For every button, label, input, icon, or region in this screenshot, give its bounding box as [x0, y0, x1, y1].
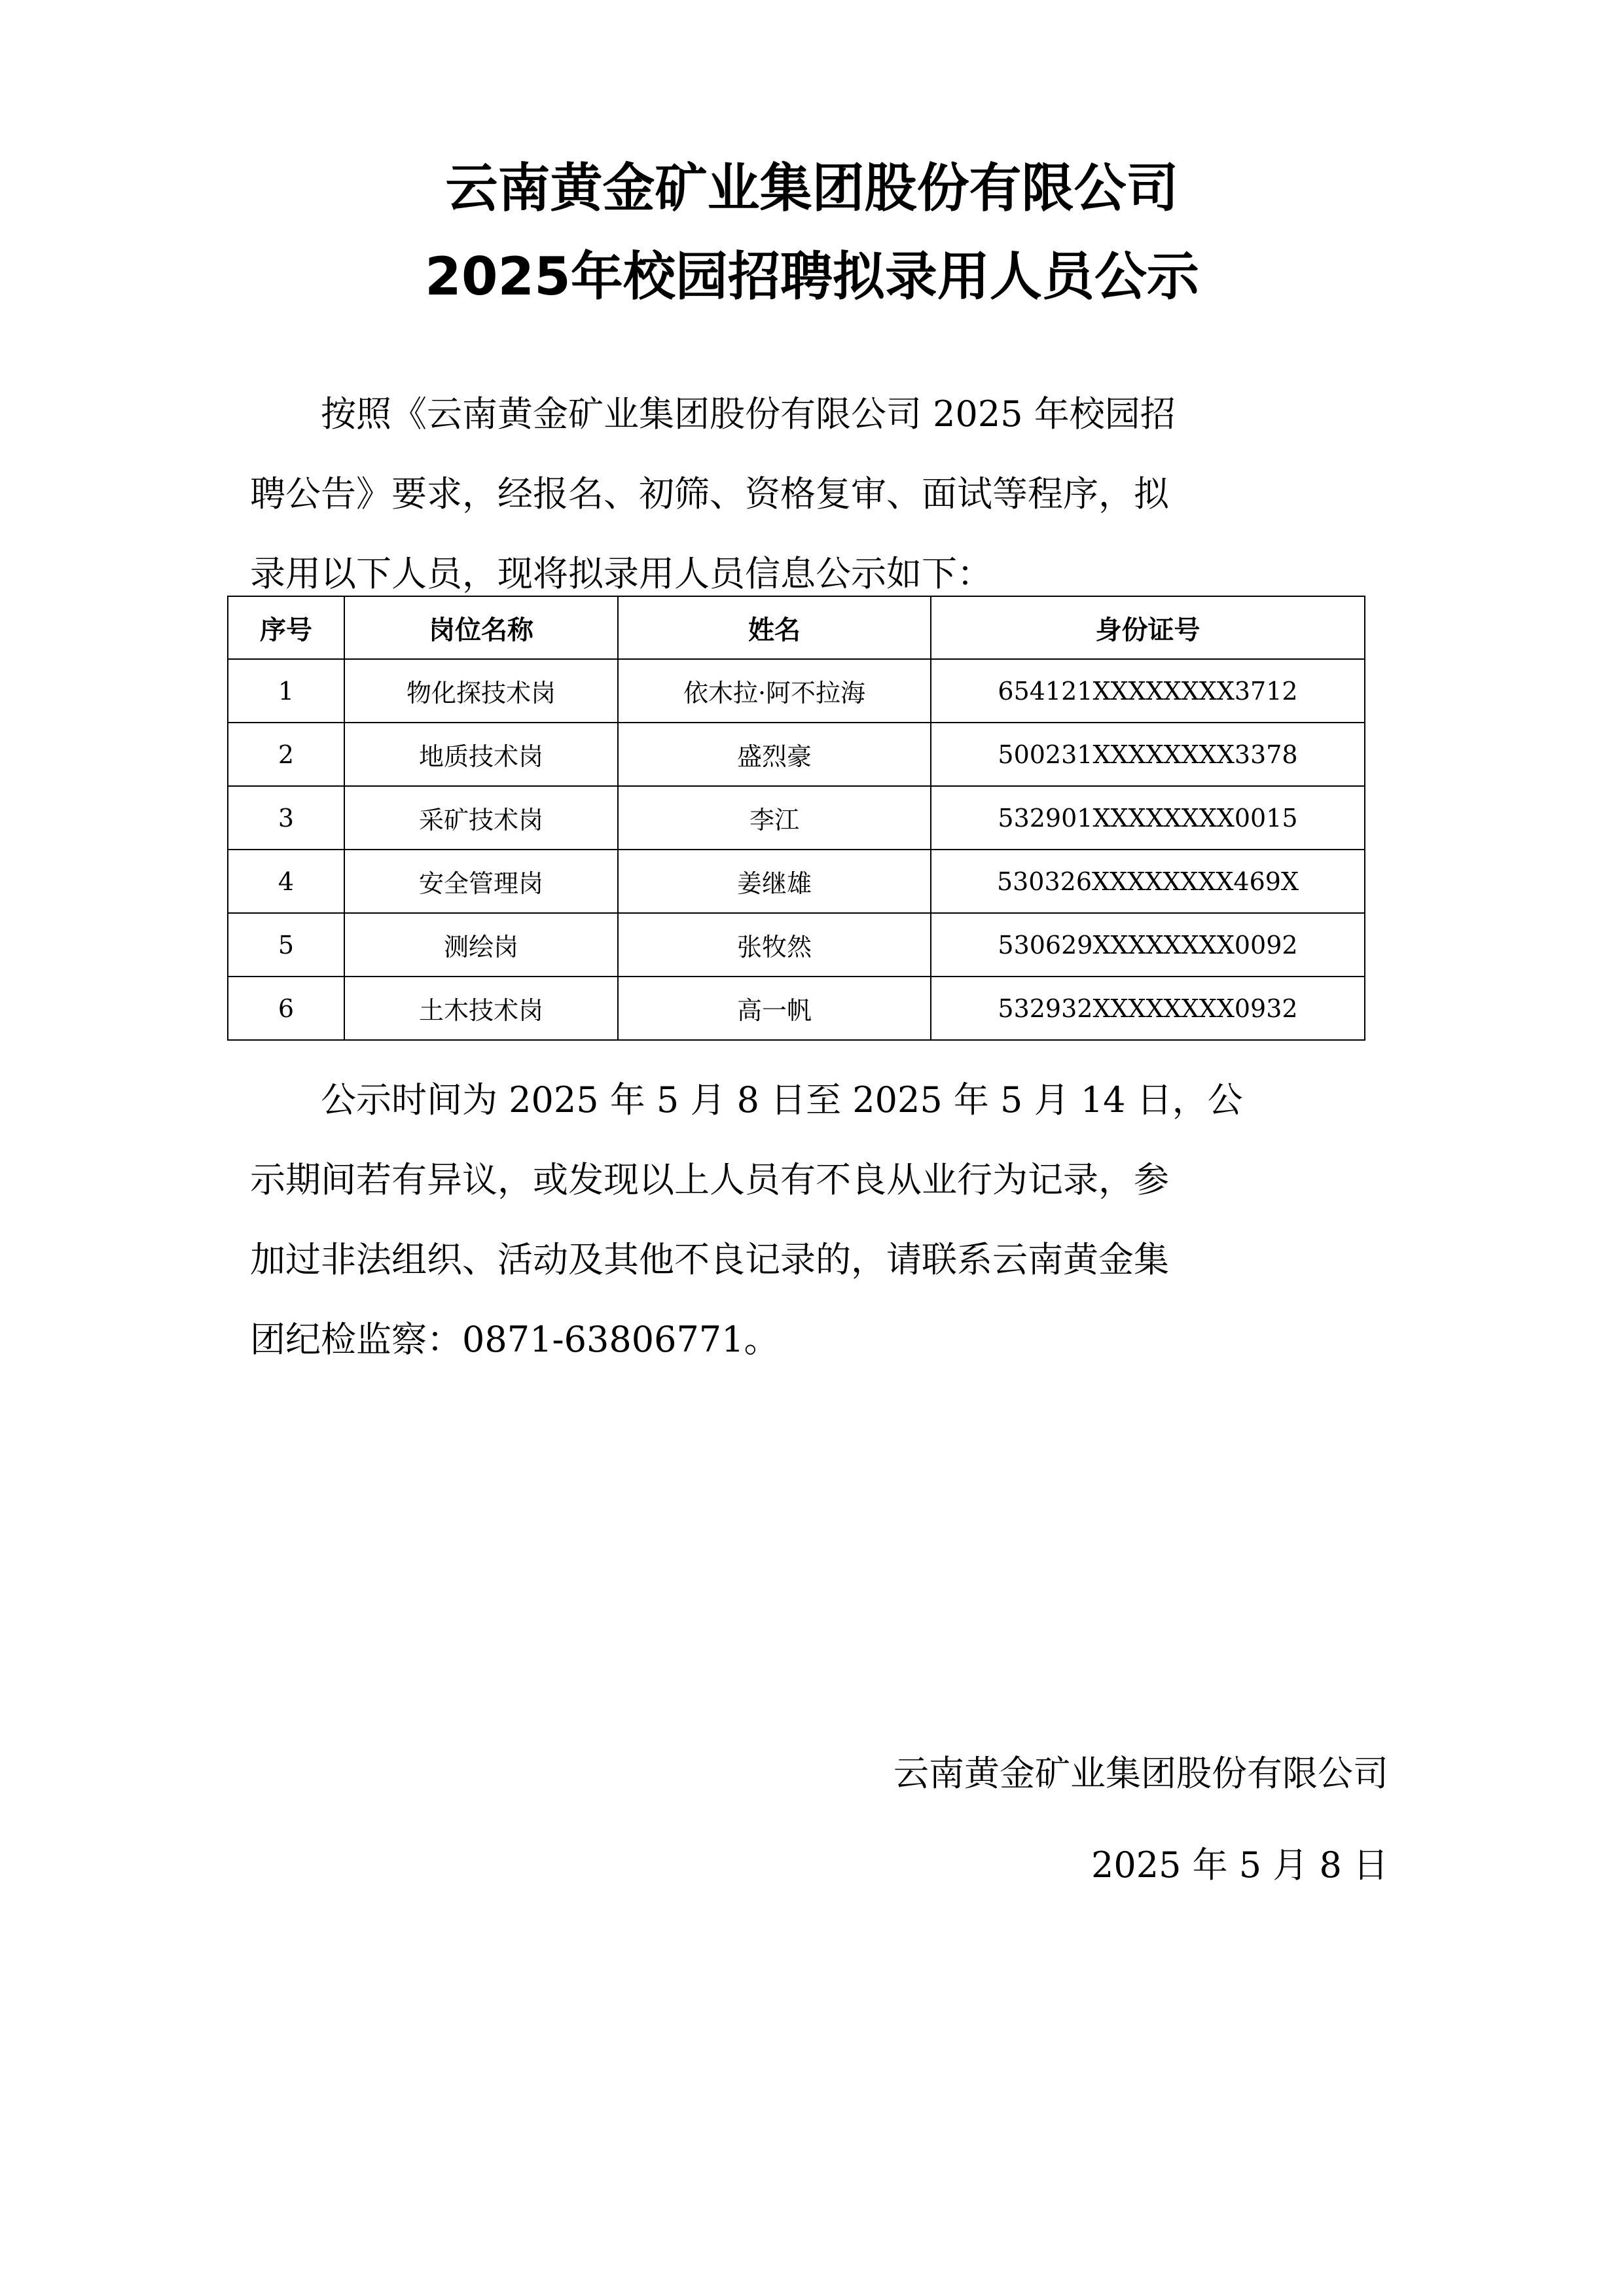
intro-line: 聘公告》要求，经报名、初筛、资格复审、面试等程序，拟 — [250, 473, 1169, 514]
cell-serial-number: 4 — [228, 850, 344, 913]
header-name: 姓名 — [618, 596, 931, 659]
cell-position: 安全管理岗 — [344, 850, 618, 913]
cell-position: 物化探技术岗 — [344, 659, 618, 723]
table-row — [228, 913, 1365, 977]
cell-name: 张牧然 — [618, 913, 931, 977]
cell-id-number: 530629XXXXXXXX0092 — [931, 913, 1365, 977]
cell-id-number: 500231XXXXXXXX3378 — [931, 723, 1365, 786]
table-row — [228, 723, 1365, 786]
table-row — [228, 659, 1365, 723]
intro-line: 录用以下人员，现将拟录用人员信息公示如下： — [250, 553, 992, 594]
table-row — [228, 786, 1365, 850]
cell-serial-number: 1 — [228, 659, 344, 723]
signature-organization: 云南黄金矿业集团股份有限公司 — [893, 1753, 1388, 1794]
table-row — [228, 850, 1365, 913]
cell-serial-number: 6 — [228, 977, 344, 1040]
cell-position: 地质技术岗 — [344, 723, 618, 786]
signature-date: 2025 年 5 月 8 日 — [1091, 1844, 1388, 1886]
hire-list-table — [227, 596, 1365, 1041]
cell-name: 姜继雄 — [618, 850, 931, 913]
cell-serial-number: 2 — [228, 723, 344, 786]
cell-serial-number: 3 — [228, 786, 344, 850]
header-id-number: 身份证号 — [931, 596, 1365, 659]
notice-line: 公示时间为 2025 年 5 月 8 日至 2025 年 5 月 14 日，公 — [250, 1079, 1243, 1121]
cell-serial-number: 5 — [228, 913, 344, 977]
cell-position: 土木技术岗 — [344, 977, 618, 1040]
cell-id-number: 530326XXXXXXXX469X — [931, 850, 1365, 913]
notice-line: 团纪检监察：0871-63806771。 — [250, 1319, 780, 1360]
document-title-line-2: 2025年校园招聘拟录用人员公示 — [425, 246, 1199, 307]
notice-line: 加过非法组织、活动及其他不良记录的，请联系云南黄金集 — [250, 1239, 1169, 1280]
notice-paragraph — [250, 1060, 1389, 1380]
cell-id-number: 532901XXXXXXXX0015 — [931, 786, 1365, 850]
table-header-row — [228, 596, 1365, 659]
cell-name: 高一帆 — [618, 977, 931, 1040]
cell-name: 盛烈豪 — [618, 723, 931, 786]
header-serial-number: 序号 — [228, 596, 344, 659]
cell-id-number: 654121XXXXXXXX3712 — [931, 659, 1365, 723]
header-position: 岗位名称 — [344, 596, 618, 659]
notice-line: 示期间若有异议，或发现以上人员有不良从业行为记录，参 — [250, 1159, 1169, 1200]
cell-position: 测绘岗 — [344, 913, 618, 977]
cell-position: 采矿技术岗 — [344, 786, 618, 850]
cell-name: 李江 — [618, 786, 931, 850]
cell-id-number: 532932XXXXXXXX0932 — [931, 977, 1365, 1040]
table-row — [228, 977, 1365, 1040]
cell-name: 依木拉·阿不拉海 — [618, 659, 931, 723]
document-title-line-1: 云南黄金矿业集团股份有限公司 — [445, 158, 1179, 219]
intro-line: 按照《云南黄金矿业集团股份有限公司 2025 年校园招 — [250, 393, 1176, 435]
intro-paragraph — [250, 374, 1389, 614]
